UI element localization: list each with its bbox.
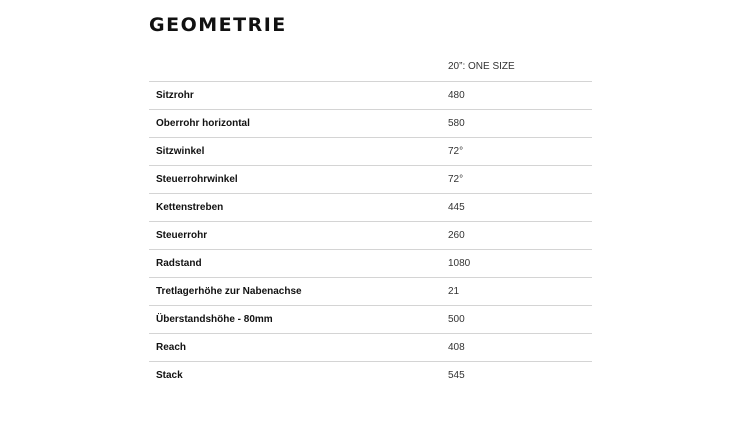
row-value: 1080	[448, 258, 471, 269]
table-row	[149, 166, 592, 194]
table-header	[149, 53, 592, 82]
table-row	[149, 306, 592, 334]
row-value: 72°	[448, 146, 464, 157]
table-row	[149, 362, 592, 389]
size-column-header: 20”: ONE SIZE	[448, 61, 515, 72]
row-label: Überstandshöhe - 80mm	[156, 314, 273, 325]
geometry-table	[149, 53, 592, 389]
table-row	[149, 334, 592, 362]
row-value: 545	[448, 370, 465, 381]
table-row	[149, 110, 592, 138]
row-label: Reach	[156, 342, 187, 353]
row-label: Sitzwinkel	[156, 146, 205, 157]
table-row	[149, 222, 592, 250]
row-value: 21	[448, 286, 460, 297]
row-label: Kettenstreben	[156, 202, 224, 213]
row-value: 580	[448, 118, 465, 129]
row-value: 408	[448, 342, 465, 353]
row-value: 260	[448, 230, 465, 241]
row-value: 500	[448, 314, 465, 325]
row-value: 445	[448, 202, 465, 213]
table-row	[149, 250, 592, 278]
row-label: Stack	[156, 370, 183, 381]
row-label: Steuerrohrwinkel	[156, 174, 238, 185]
table-row	[149, 278, 592, 306]
table-row	[149, 194, 592, 222]
table-row	[149, 82, 592, 110]
row-label: Steuerrohr	[156, 230, 208, 241]
table-row	[149, 138, 592, 166]
row-label: Radstand	[156, 258, 202, 269]
row-label: Sitzrohr	[156, 90, 194, 101]
row-value: 72°	[448, 174, 464, 185]
row-value: 480	[448, 90, 465, 101]
row-label: Oberrohr horizontal	[156, 118, 250, 129]
page-title: GEOMETRIE	[149, 14, 287, 36]
row-label: Tretlagerhöhe zur Nabenachse	[156, 286, 302, 297]
